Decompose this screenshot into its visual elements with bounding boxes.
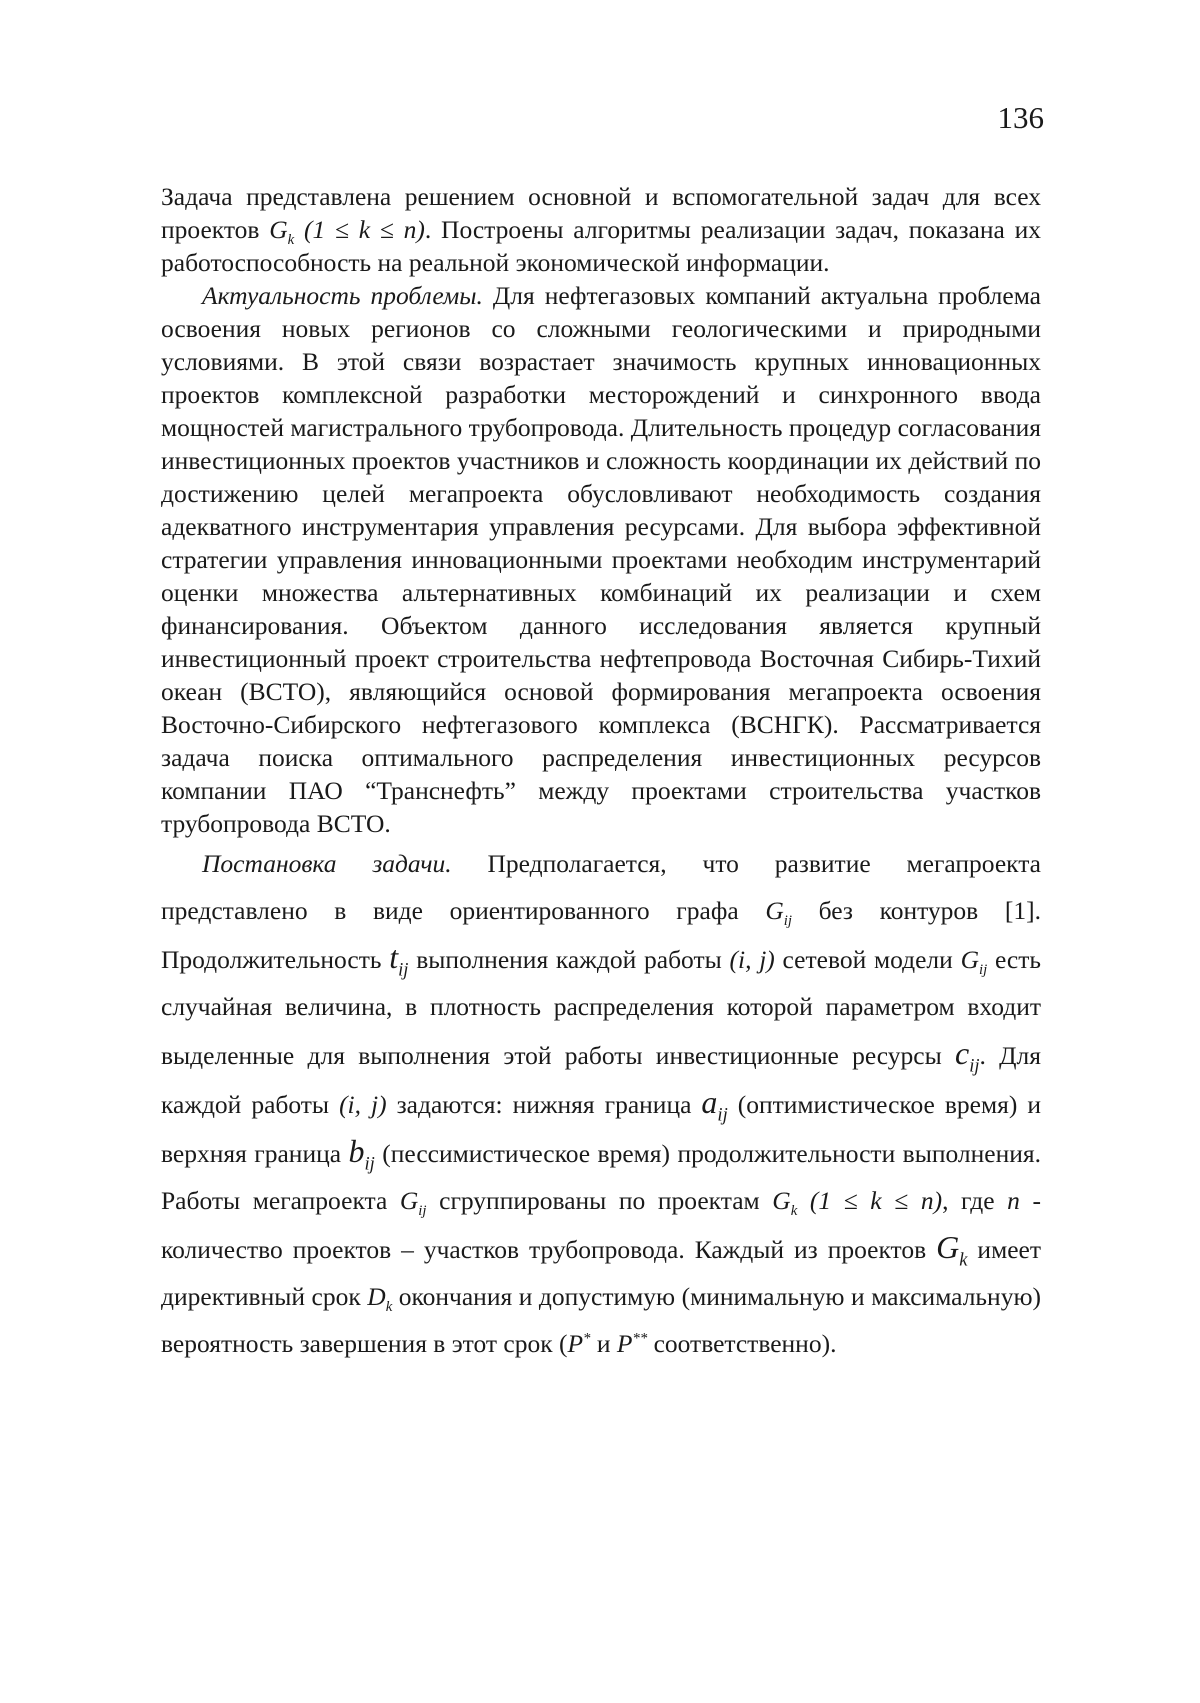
formula-Gij xyxy=(765,896,792,930)
formula-cij xyxy=(954,1035,980,1077)
symbol: G xyxy=(960,945,979,974)
paragraph-problem-statement xyxy=(161,840,1041,1367)
formula-Gk xyxy=(772,1186,798,1220)
symbol: a xyxy=(701,1084,718,1120)
subscript: k xyxy=(287,232,295,249)
paragraph-lead: Актуальность проблемы. xyxy=(202,281,483,310)
subscript: k xyxy=(959,1249,968,1271)
paragraph-relevance xyxy=(161,279,1041,840)
text-run: Для нефтегазовых компаний актуальна проблема освоения новых регионов со сложными геологическими и природными условиями. В этой связи возрастает значимость крупных инновационных проектов комплексной разработки месторождений и синхронного ввода мощностей магистрального трубопровода. Длительность процедур согласования инвестиционных проектов участников и сложность координации их действий по достижению целей мегапроекта обусловливают необходимость создания адекватного инструментария управления ресурсами. Для выбора эффективной стратегии управления инновационными проектами необходим инструментарий оценки множества альтернативных комбинаций их реализации и схем финансирования. Объектом данного исследования является крупный инвестиционный проект строительства нефтепровода Восточная Сибирь-Тихий океан (ВСТО), являющийся основой формирования мегапроекта освоения Восточно-Сибирского нефтегазового комплекса (ВСНГК). Рассматривается задача поиска оптимального распределения инвестиционных ресурсов компании ПАО “Транснефть” между проектами строительства участков трубопровода ВСТО. xyxy=(161,281,1041,838)
formula-P-star xyxy=(567,1329,590,1358)
text-run: имеет директивный срок xyxy=(161,1235,1041,1311)
text-run: сетевой модели xyxy=(774,945,961,974)
formula-P-double-star xyxy=(617,1329,647,1358)
formula-Gk xyxy=(269,215,295,249)
subscript: ij xyxy=(978,962,988,979)
subscript: ij xyxy=(783,913,792,930)
symbol: c xyxy=(954,1035,970,1071)
formula-bij xyxy=(348,1133,375,1175)
symbol: G xyxy=(772,1186,791,1215)
text-run: (оптимистическое время) и верхняя граница xyxy=(161,1090,1042,1168)
text-run: . Построены алгоритмы реализации задач, показана их работоспособность на реальной экономической информации. xyxy=(161,215,1041,277)
formula-n: n xyxy=(1007,1186,1020,1215)
subscript: ij xyxy=(418,1203,427,1220)
subscript: k xyxy=(385,1299,393,1316)
text-run: и xyxy=(590,1329,617,1358)
formula-ij-pair: (i, j) xyxy=(729,945,775,974)
symbol: P xyxy=(616,1329,633,1358)
text-run: - количество проектов – участков трубопровода. Каждый из проектов xyxy=(161,1186,1042,1264)
symbol: b xyxy=(348,1133,365,1169)
symbol: D xyxy=(367,1282,386,1311)
symbol: G xyxy=(269,215,288,244)
symbol: P xyxy=(567,1329,584,1358)
symbol: G xyxy=(936,1229,960,1265)
body-text xyxy=(161,180,1041,1367)
formula-range: (1 ≤ k ≤ n) xyxy=(809,1186,943,1215)
formula-Gk-large xyxy=(936,1229,968,1271)
text-run: Задача представлена решением основной и вспомогательной задач для всех проектов xyxy=(161,182,1041,244)
superscript: * xyxy=(583,1330,591,1347)
text-run: (пессимистическое время) продолжительности выполнения. Работы мегапроекта xyxy=(161,1139,1041,1215)
subscript: ij xyxy=(969,1055,980,1077)
text-run: задаются: нижняя граница xyxy=(386,1090,702,1119)
subscript: ij xyxy=(717,1104,728,1126)
subscript: ij xyxy=(364,1153,375,1175)
text-run: Предполагается, что развитие мегапроекта представлено в виде ориентированного графа xyxy=(161,849,1042,925)
page-number: 136 xyxy=(997,100,1044,135)
superscript: ** xyxy=(632,1330,648,1347)
formula-tij xyxy=(389,939,409,981)
symbol: G xyxy=(765,896,784,925)
subscript: k xyxy=(790,1203,798,1220)
formula-range: (1 ≤ k ≤ n) xyxy=(303,215,425,244)
formula-aij xyxy=(701,1084,728,1126)
formula-Gij xyxy=(399,1186,427,1220)
text-run: . Для каждой работы xyxy=(161,1041,1041,1119)
formula-ij-pair: (i, j) xyxy=(339,1090,387,1119)
text-run: без контуров [1]. Продолжительность xyxy=(161,896,1041,974)
paragraph-summary xyxy=(161,180,1041,279)
text-run: есть случайная величина, в плотность распределения которой параметром входит выделенные для выполнения этой работы инвестиционные ресурсы xyxy=(161,945,1042,1070)
subscript: ij xyxy=(398,959,409,981)
symbol: G xyxy=(399,1186,419,1215)
symbol: t xyxy=(389,939,399,975)
paragraph-lead: Постановка задачи. xyxy=(202,849,452,878)
formula-Dk xyxy=(367,1282,393,1316)
text-run: соответственно). xyxy=(647,1329,837,1358)
text-run: окончания и допустимую (минимальную и максимальную) вероятность завершения в этот срок ( xyxy=(161,1282,1041,1358)
text-run: сгруппированы по проектам xyxy=(426,1186,773,1215)
text-run: выполнения каждой работы xyxy=(408,945,730,974)
text-run: , где xyxy=(942,1186,1008,1215)
formula-Gij xyxy=(960,945,988,979)
